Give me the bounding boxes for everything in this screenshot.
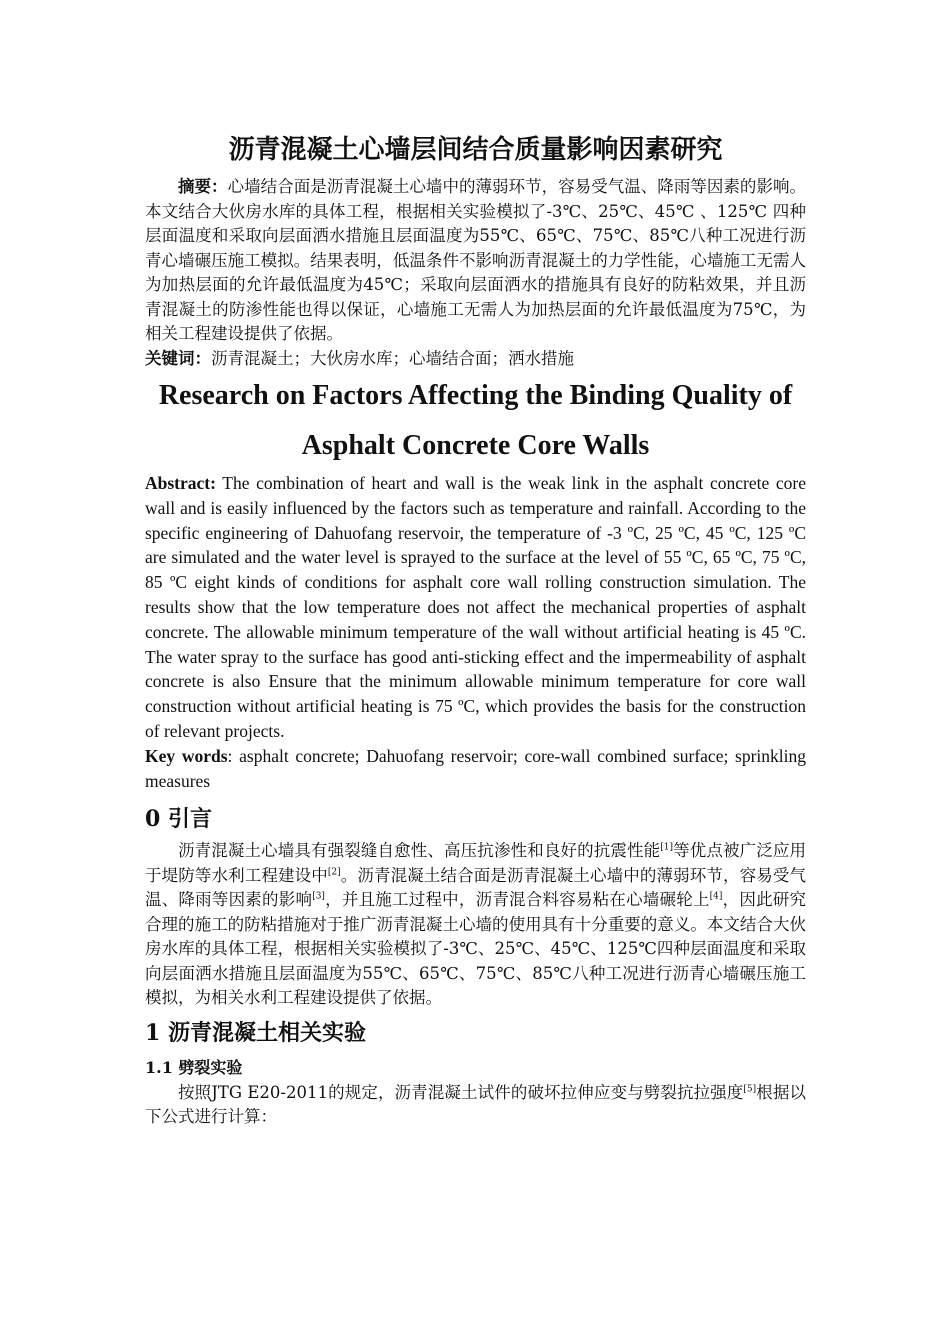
english-keywords-text: : asphalt concrete; Dahuofang reservoir; core-wall combined surface; sprinkling measures <box>145 745 806 791</box>
citation-2[interactable]: [2] <box>327 867 341 878</box>
section-0-heading: 0 引言 <box>145 806 212 833</box>
citation-3[interactable]: [3] <box>312 891 325 902</box>
citation-5[interactable]: [5] <box>743 1084 757 1095</box>
chinese-abstract-label: 摘要： <box>178 177 228 196</box>
chinese-abstract <box>145 175 806 347</box>
paper-page <box>145 125 806 1130</box>
split-test-text-2: 根据以下公式进行计算： <box>145 1082 807 1127</box>
english-abstract-label: Abstract: <box>145 473 216 493</box>
english-keywords-label: Key words <box>145 745 228 766</box>
citation-4[interactable]: [4] <box>709 891 723 902</box>
section-0-paragraph <box>145 839 806 1011</box>
intro-text-1: 沥青混凝土心墙具有强裂缝自愈性、高压抗渗性和良好的抗震性能 <box>178 841 661 861</box>
english-title: Research on Factors Affecting the Binding Quality of Asphalt Concrete Core Walls <box>158 380 793 461</box>
chinese-keywords-text: 沥青混凝土；大伙房水库；心墙结合面；洒水措施 <box>211 348 574 368</box>
chinese-abstract-text: 心墙结合面是沥青混凝土心墙中的薄弱环节，容易受气温、降雨等因素的影响。本文结合大伙房水库的具体工程，根据相关实验模拟了-3℃、25℃、45℃ 、125℃ 四种层面温度和采取向层面洒水措施且层面温度为55℃、65℃、75℃、85℃八种工况进行沥青心墙碾压施工模拟。结果表明，低温条件不影响沥青混凝土的力学性能，心墙施工无需人为加热层面的允许最低温度为45℃；采取向层面洒水的措施具有良好的防粘效果，并且沥青混凝土的防渗性能也得以保证，心墙施工无需人为加热层面的允许最低温度为75℃，为相关工程建设提供了依据。 <box>145 177 807 343</box>
intro-text-2: 等优点被广泛应用于堤防等水利工程建设中 <box>145 841 807 885</box>
section-1-1-paragraph <box>145 1081 806 1130</box>
intro-text-4: ，并且施工过程中，沥青混合料容易粘在心墙碾轮上 <box>324 890 710 910</box>
citation-1[interactable]: [1] <box>660 842 673 853</box>
chinese-title: 沥青混凝土心墙层间结合质量影响因素研究 <box>228 135 723 165</box>
english-keywords <box>145 744 806 794</box>
intro-text-5: ，因此研究合理的施工的防粘措施对于推广沥青混凝土心墙的使用具有十分重要的意义。本文结合大伙房水库的具体工程，根据相关实验模拟了-3℃、25℃、45℃、125℃四种层面温度和采取向层面洒水措施且层面温度为55℃、65℃、75℃、85℃八种工况进行沥青心墙碾压施工模拟，为相关水利工程建设提供了依据。 <box>145 890 807 1008</box>
intro-text-3: 。沥青混凝土结合面是沥青混凝土心墙中的薄弱环节，容易受气温、降雨等因素的影响 <box>145 865 807 910</box>
chinese-keywords <box>145 347 806 372</box>
split-test-text-1: 按照JTG E20-2011的规定，沥青混凝土试件的破坏拉伸应变与劈裂抗拉强度 <box>178 1082 744 1102</box>
chinese-keywords-label: 关键词： <box>145 348 211 368</box>
section-1-1-heading: 1.1 劈裂实验 <box>145 1057 243 1077</box>
english-abstract-text: The combination of heart and wall is the weak link in the asphalt concrete core wall and is easily influenced by the factors such as temperature and rainfall. According to the specific engineering of Dahuofang reservoir, the temperature of -3 ºC, 25 ºC, 45 ºC, 125 ºC are simulated and the water level is sprayed to the surface at the level of 55 ºC, 65 ºC, 75 ºC, 85 ºC eight kinds of conditions for asphalt core wall rolling construction simulation. The results show that the low temperature does not affect the mechanical properties of asphalt concrete. The allowable minimum temperature of the wall without artificial heating is 45 ºC. The water spray to the surface has good anti-sticking effect and the impermeability of asphalt concrete is also Ensure that the minimum allowable minimum temperature for core wall construction without artificial heating is 75 ºC, which provides the basis for the construction of relevant projects. <box>145 473 806 741</box>
section-1-heading: 1 沥青混凝土相关实验 <box>145 1019 366 1046</box>
english-abstract <box>145 471 806 744</box>
